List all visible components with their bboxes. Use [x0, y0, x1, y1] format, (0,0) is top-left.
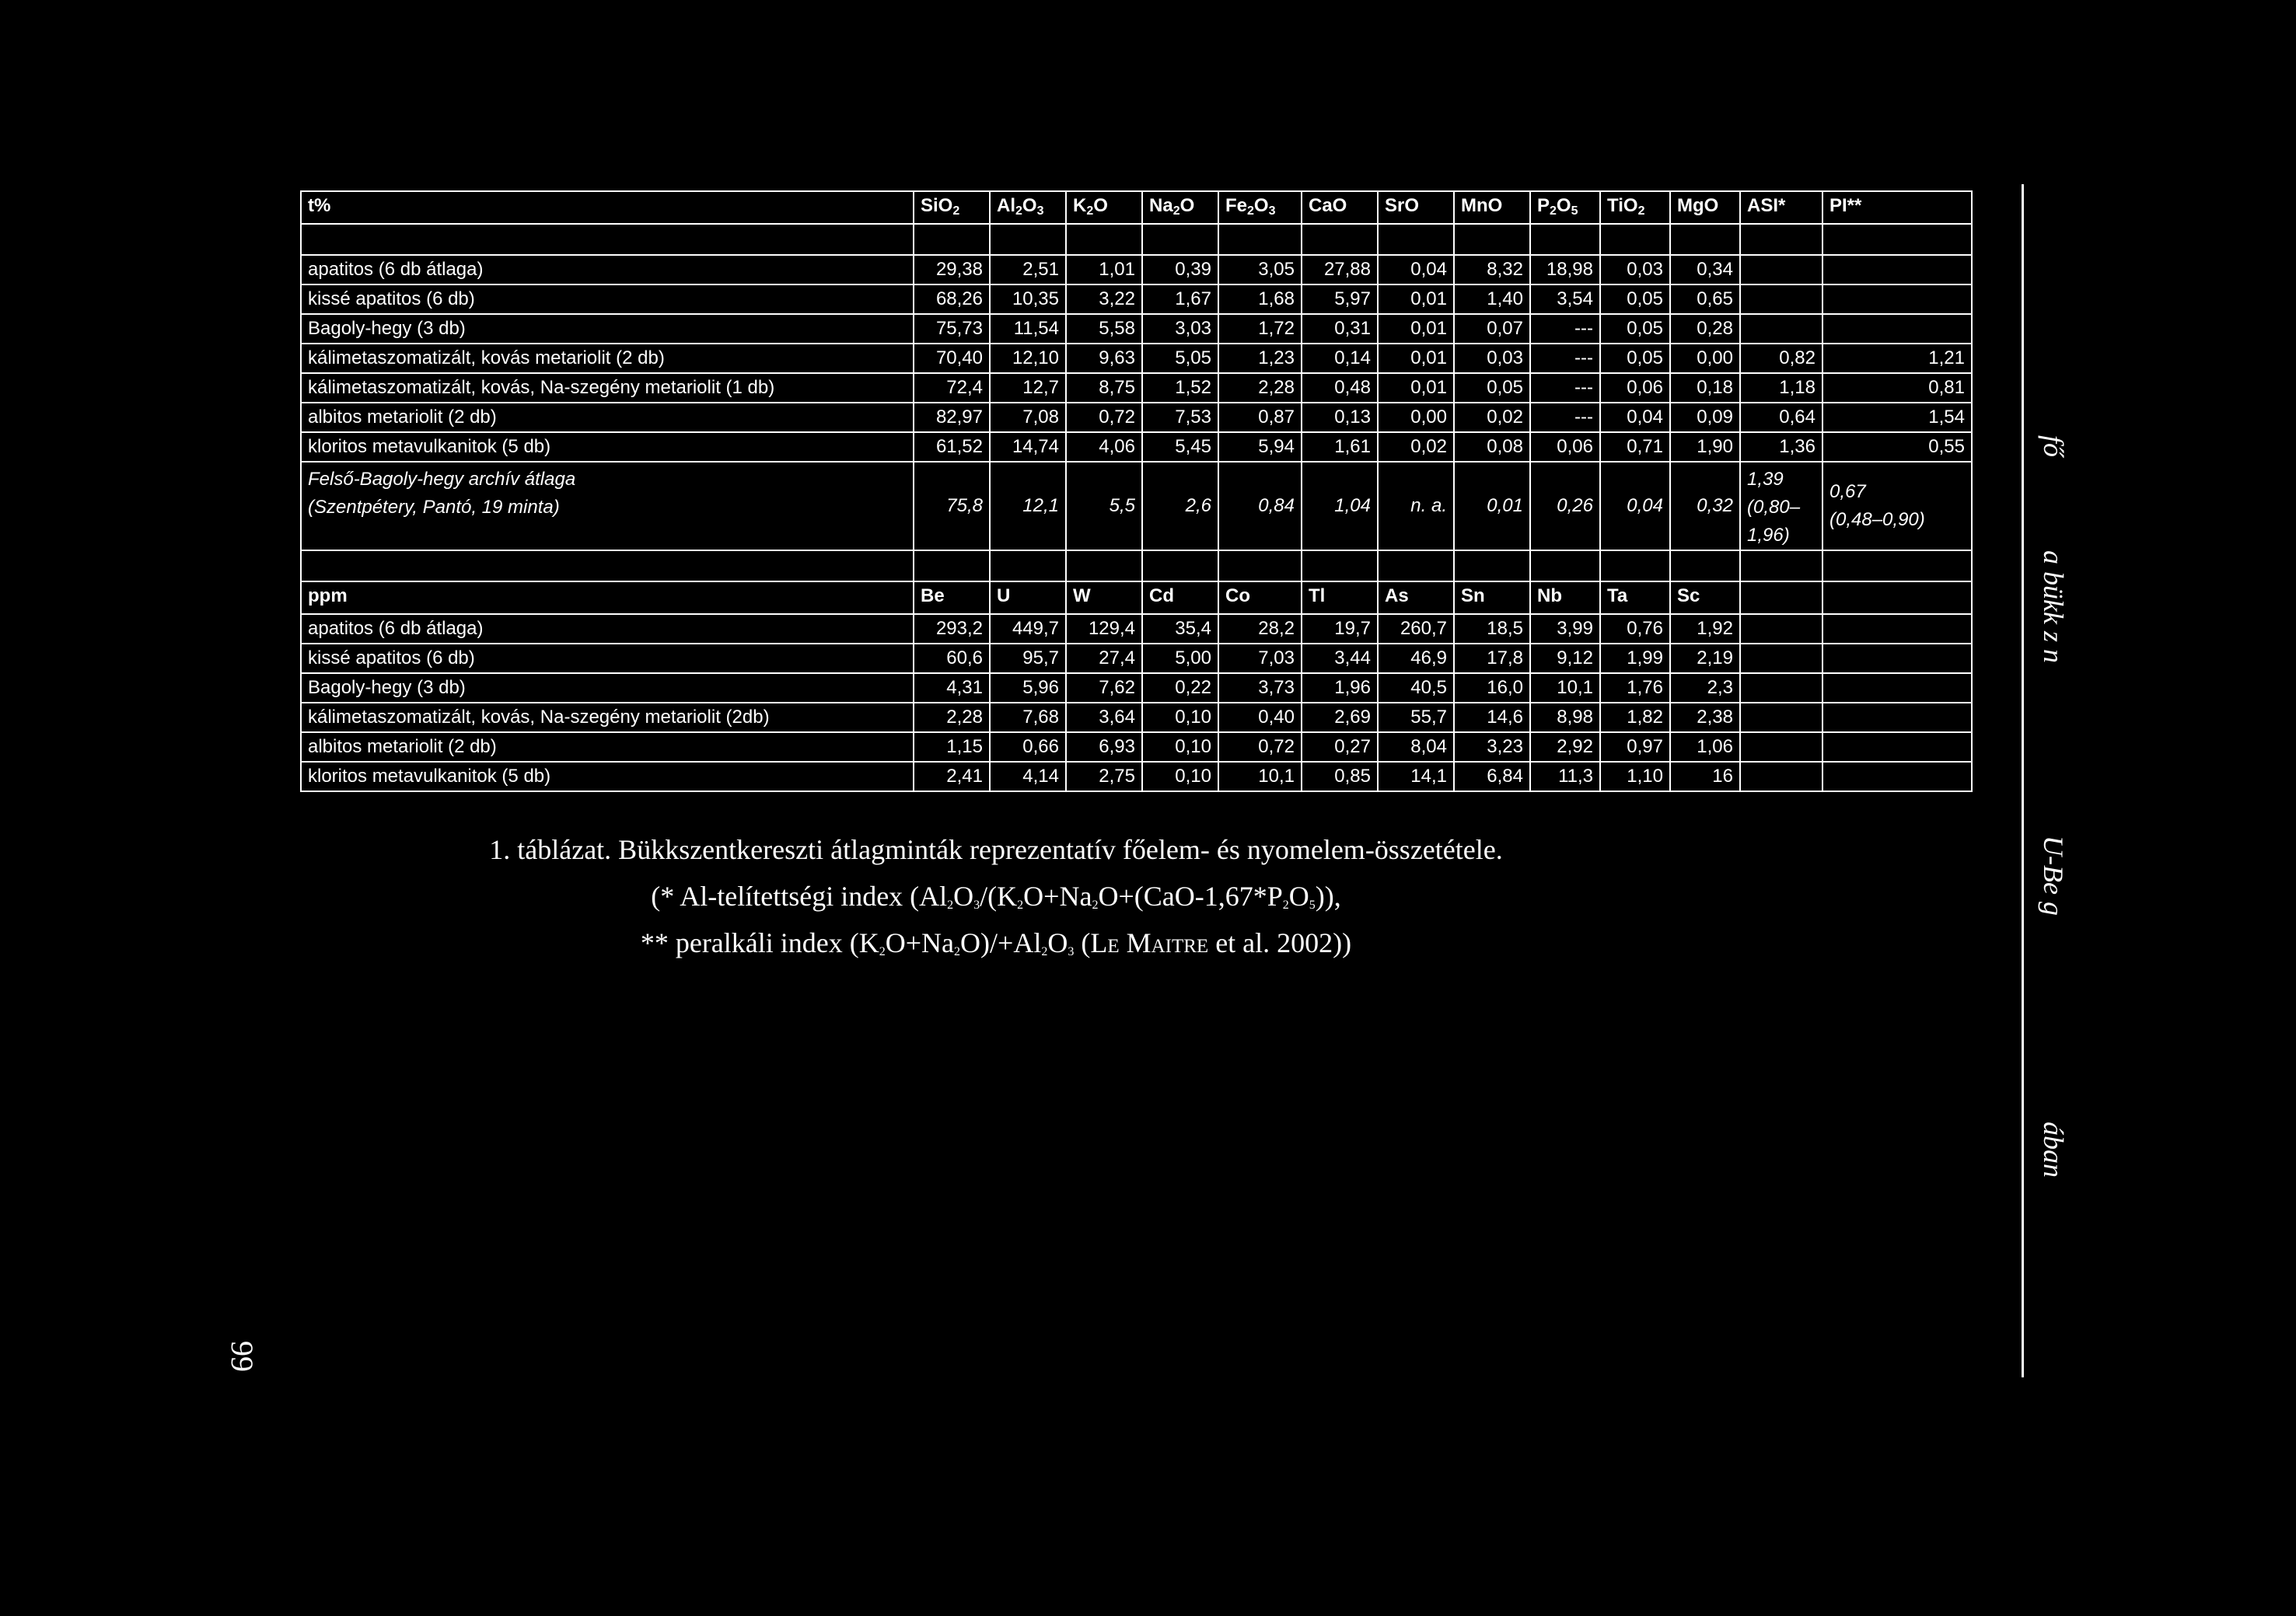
- table-cell: 11,54: [990, 314, 1066, 344]
- table-cell: 3,73: [1218, 673, 1302, 703]
- cited-author: Le Maitre: [1090, 927, 1209, 958]
- row-label: kálimetaszomatizált, kovás, Na-szegény metariolit (1 db): [301, 373, 914, 403]
- table-cell: [1822, 614, 1972, 644]
- table-cell: 1,01: [1066, 255, 1142, 284]
- table-cell: 0,01: [1378, 373, 1454, 403]
- table-cell: [1740, 732, 1822, 762]
- table-cell: 2,6: [1142, 462, 1218, 550]
- table-cell: [1822, 224, 1972, 255]
- table-cell: 0,32: [1670, 462, 1740, 550]
- table-cell: [1822, 550, 1972, 581]
- row-label: kálimetaszomatizált, kovás metariolit (2 db): [301, 344, 914, 373]
- table-cell: 3,03: [1142, 314, 1218, 344]
- table-cell: 5,94: [1218, 432, 1302, 462]
- table-cell: 0,28: [1670, 314, 1740, 344]
- table-cell: 14,1: [1378, 762, 1454, 791]
- table-cell: 293,2: [914, 614, 990, 644]
- table-header-row: [301, 581, 1972, 614]
- table-cell: 17,8: [1454, 644, 1530, 673]
- table-cell: [1822, 644, 1972, 673]
- table-cell: [1218, 550, 1302, 581]
- column-header: W: [1066, 581, 1142, 614]
- table-cell: 7,68: [990, 703, 1066, 732]
- caption-line-3: ** peralkáli index $(K_2O+Na_2O)/+Al_2O_3$ (Le Maitre et al. 2002)): [640, 927, 1352, 958]
- table-cell: 9,63: [1066, 344, 1142, 373]
- table-cell: 4,06: [1066, 432, 1142, 462]
- table-cell: 0,06: [1530, 432, 1600, 462]
- table-cell: 0,00: [1378, 403, 1454, 432]
- archive-row: [301, 462, 1972, 550]
- table-cell: 5,05: [1142, 344, 1218, 373]
- table-cell: 8,75: [1066, 373, 1142, 403]
- table-body: [301, 191, 1972, 791]
- table-cell: 12,10: [990, 344, 1066, 373]
- table-cell: 2,28: [1218, 373, 1302, 403]
- table-header-row: [301, 191, 1972, 224]
- table-cell: 1,92: [1670, 614, 1740, 644]
- table-cell: 27,88: [1302, 255, 1378, 284]
- table-cell: 0,97: [1600, 732, 1670, 762]
- table-cell: 5,45: [1142, 432, 1218, 462]
- table-cell: 0,14: [1302, 344, 1378, 373]
- row-label: kloritos metavulkanitok (5 db): [301, 762, 914, 791]
- column-header: MgO: [1670, 191, 1740, 224]
- table-cell: 0,05: [1454, 373, 1530, 403]
- table-cell: ---: [1530, 373, 1600, 403]
- table-cell: 68,26: [914, 284, 990, 314]
- table-cell: 260,7: [1378, 614, 1454, 644]
- table-cell: 0,48: [1302, 373, 1378, 403]
- table-cell: 3,23: [1454, 732, 1530, 762]
- table-cell: 1,04: [1302, 462, 1378, 550]
- table-cell: 0,27: [1302, 732, 1378, 762]
- table-cell: 6,84: [1454, 762, 1530, 791]
- table-row: [301, 762, 1972, 791]
- table-cell: 1,54: [1822, 403, 1972, 432]
- column-header: t%: [301, 191, 914, 224]
- table-cell: [1740, 673, 1822, 703]
- table-cell: [1378, 224, 1454, 255]
- table-cell: 3,99: [1530, 614, 1600, 644]
- table-cell: 1,68: [1218, 284, 1302, 314]
- table-cell: [1670, 224, 1740, 255]
- table-cell: [1218, 224, 1302, 255]
- table-cell: 0,01: [1378, 314, 1454, 344]
- table-cell: 449,7: [990, 614, 1066, 644]
- table-cell: [1066, 224, 1142, 255]
- table-row: [301, 373, 1972, 403]
- table-cell: 0,13: [1302, 403, 1378, 432]
- table-cell: 0,85: [1302, 762, 1378, 791]
- table-cell: 3,64: [1066, 703, 1142, 732]
- table-row: [301, 403, 1972, 432]
- table-cell: [1066, 550, 1142, 581]
- caption-line-2: (* Al-telítettségi index ($Al_2O_3/(K_2O+Na_2O+(CaO-1,67*P_2O_5))$,: [651, 881, 1341, 912]
- table-cell: n. a.: [1378, 462, 1454, 550]
- table-cell: 0,02: [1454, 403, 1530, 432]
- table-cell: 2,51: [990, 255, 1066, 284]
- asi-range-cell: 1,39 (0,80– 1,96): [1740, 462, 1822, 550]
- table-cell: 1,61: [1302, 432, 1378, 462]
- table-cell: 0,40: [1218, 703, 1302, 732]
- table-cell: 0,72: [1218, 732, 1302, 762]
- table-cell: [1454, 550, 1530, 581]
- table-cell: 0,66: [990, 732, 1066, 762]
- table-cell: [1600, 550, 1670, 581]
- table-cell: 0,03: [1454, 344, 1530, 373]
- table-cell: 61,52: [914, 432, 990, 462]
- table-cell: [1740, 284, 1822, 314]
- table-cell: 0,10: [1142, 703, 1218, 732]
- table-cell: 0,04: [1378, 255, 1454, 284]
- table-cell: 0,10: [1142, 762, 1218, 791]
- spacer-row: [301, 550, 1972, 581]
- table-row: [301, 284, 1972, 314]
- column-header: Nb: [1530, 581, 1600, 614]
- column-header: SrO: [1378, 191, 1454, 224]
- table-cell: 14,74: [990, 432, 1066, 462]
- table-cell: 1,67: [1142, 284, 1218, 314]
- table-cell: 0,81: [1822, 373, 1972, 403]
- table-cell: 16: [1670, 762, 1740, 791]
- table-cell: [1740, 644, 1822, 673]
- table-cell: 2,28: [914, 703, 990, 732]
- table-cell: 18,98: [1530, 255, 1600, 284]
- table-cell: 0,71: [1600, 432, 1670, 462]
- table-cell: [1302, 550, 1378, 581]
- table-cell: 16,0: [1454, 673, 1530, 703]
- table-cell: [1822, 581, 1972, 614]
- table-cell: ---: [1530, 344, 1600, 373]
- table-cell: 0,05: [1600, 284, 1670, 314]
- table-cell: [1822, 762, 1972, 791]
- column-header: Cd: [1142, 581, 1218, 614]
- table-cell: [1740, 762, 1822, 791]
- table-cell: 0,01: [1378, 344, 1454, 373]
- table-cell: 27,4: [1066, 644, 1142, 673]
- table-cell: 0,18: [1670, 373, 1740, 403]
- column-header: ASI*: [1740, 191, 1822, 224]
- table-cell: 5,96: [990, 673, 1066, 703]
- table-cell: 10,1: [1218, 762, 1302, 791]
- table-caption: [300, 826, 1692, 966]
- row-label: Bagoly-hegy (3 db): [301, 673, 914, 703]
- table-cell: 0,06: [1600, 373, 1670, 403]
- table-cell: 2,75: [1066, 762, 1142, 791]
- column-header: $Al_2O_3$: [990, 191, 1066, 224]
- table-cell: 0,82: [1740, 344, 1822, 373]
- table-cell: 0,10: [1142, 732, 1218, 762]
- table-cell: 5,58: [1066, 314, 1142, 344]
- row-label: Felső-Bagoly-hegy archív átlaga (Szentpétery, Pantó, 19 minta): [301, 462, 914, 550]
- table-cell: 0,08: [1454, 432, 1530, 462]
- table-cell: 8,32: [1454, 255, 1530, 284]
- table-cell: [1302, 224, 1378, 255]
- column-header: U: [990, 581, 1066, 614]
- table-cell: 0,09: [1670, 403, 1740, 432]
- table-row: [301, 314, 1972, 344]
- table-cell: 0,04: [1600, 403, 1670, 432]
- row-label: albitos metariolit (2 db): [301, 403, 914, 432]
- table-cell: 75,73: [914, 314, 990, 344]
- table-cell: 3,44: [1302, 644, 1378, 673]
- row-label: kissé apatitos (6 db): [301, 644, 914, 673]
- table-row: [301, 703, 1972, 732]
- table-cell: [1740, 314, 1822, 344]
- table-cell: 1,52: [1142, 373, 1218, 403]
- column-header: $Na_2O$: [1142, 191, 1218, 224]
- table-cell: 7,53: [1142, 403, 1218, 432]
- table-cell: 82,97: [914, 403, 990, 432]
- table-cell: 1,36: [1740, 432, 1822, 462]
- table-cell: 129,4: [1066, 614, 1142, 644]
- row-label: kálimetaszomatizált, kovás, Na-szegény metariolit (2db): [301, 703, 914, 732]
- table-cell: 7,08: [990, 403, 1066, 432]
- table-cell: 8,98: [1530, 703, 1600, 732]
- column-header: Tl: [1302, 581, 1378, 614]
- geochemistry-table: [300, 190, 1973, 792]
- table-cell: [1378, 550, 1454, 581]
- page-number: 99: [225, 1341, 260, 1372]
- table-cell: 0,65: [1670, 284, 1740, 314]
- column-header: CaO: [1302, 191, 1378, 224]
- table-cell: 72,4: [914, 373, 990, 403]
- table-cell: 0,03: [1600, 255, 1670, 284]
- table-cell: 1,96: [1302, 673, 1378, 703]
- table-cell: 1,06: [1670, 732, 1740, 762]
- table-cell: 2,38: [1670, 703, 1740, 732]
- column-header: TiO$_2$: [1600, 191, 1670, 224]
- table-cell: 0,00: [1670, 344, 1740, 373]
- table-cell: 14,6: [1454, 703, 1530, 732]
- table-cell: [1822, 255, 1972, 284]
- column-header: As: [1378, 581, 1454, 614]
- table-cell: 1,15: [914, 732, 990, 762]
- table-cell: 9,12: [1530, 644, 1600, 673]
- table-cell: 35,4: [1142, 614, 1218, 644]
- table-cell: 2,41: [914, 762, 990, 791]
- table-cell: 6,93: [1066, 732, 1142, 762]
- table-cell: [1740, 550, 1822, 581]
- table-cell: 5,00: [1142, 644, 1218, 673]
- table-cell: 3,54: [1530, 284, 1600, 314]
- table-row: [301, 614, 1972, 644]
- table-cell: [1600, 224, 1670, 255]
- table-row: [301, 644, 1972, 673]
- table-cell: [1822, 703, 1972, 732]
- column-header: Sn: [1454, 581, 1530, 614]
- spacer-row: [301, 224, 1972, 255]
- table-row: [301, 432, 1972, 462]
- table-row: [301, 673, 1972, 703]
- table-cell: 0,39: [1142, 255, 1218, 284]
- row-label: kloritos metavulkanitok (5 db): [301, 432, 914, 462]
- column-header: $P_2O_5$: [1530, 191, 1600, 224]
- table-cell: 0,05: [1600, 344, 1670, 373]
- column-header: $Fe_2O_3$: [1218, 191, 1302, 224]
- table-cell: 5,97: [1302, 284, 1378, 314]
- table-cell: 18,5: [1454, 614, 1530, 644]
- row-label: apatitos (6 db átlaga): [301, 255, 914, 284]
- table-cell: 2,92: [1530, 732, 1600, 762]
- row-label: apatitos (6 db átlaga): [301, 614, 914, 644]
- column-header: ppm: [301, 581, 914, 614]
- table-cell: [1740, 581, 1822, 614]
- table-cell: [301, 224, 914, 255]
- table-cell: 95,7: [990, 644, 1066, 673]
- table-cell: 1,10: [1600, 762, 1670, 791]
- table-cell: 0,26: [1530, 462, 1600, 550]
- table-cell: 0,04: [1600, 462, 1670, 550]
- table-cell: 0,76: [1600, 614, 1670, 644]
- table-cell: [1740, 255, 1822, 284]
- table-cell: 11,3: [1530, 762, 1600, 791]
- table-cell: 3,22: [1066, 284, 1142, 314]
- table-cell: 0,84: [1218, 462, 1302, 550]
- table-cell: [301, 550, 914, 581]
- table-row: [301, 732, 1972, 762]
- table-cell: [1670, 550, 1740, 581]
- table-cell: [1822, 314, 1972, 344]
- table-cell: 0,05: [1600, 314, 1670, 344]
- row-label: Bagoly-hegy (3 db): [301, 314, 914, 344]
- table-cell: 0,64: [1740, 403, 1822, 432]
- table-cell: 1,40: [1454, 284, 1530, 314]
- table-cell: 0,07: [1454, 314, 1530, 344]
- table-cell: 1,21: [1822, 344, 1972, 373]
- table-cell: [1740, 614, 1822, 644]
- column-header: Ta: [1600, 581, 1670, 614]
- table-cell: 4,14: [990, 762, 1066, 791]
- table-cell: 7,03: [1218, 644, 1302, 673]
- table-cell: 70,40: [914, 344, 990, 373]
- column-header: MnO: [1454, 191, 1530, 224]
- table-cell: 1,18: [1740, 373, 1822, 403]
- table-cell: 10,1: [1530, 673, 1600, 703]
- table-cell: 12,1: [990, 462, 1066, 550]
- running-head-fragment: U-Be g: [2038, 836, 2069, 916]
- table-cell: 55,7: [1378, 703, 1454, 732]
- table-cell: 1,23: [1218, 344, 1302, 373]
- table-cell: 0,34: [1670, 255, 1740, 284]
- table-cell: 0,87: [1218, 403, 1302, 432]
- table-cell: [914, 550, 990, 581]
- table-row: [301, 344, 1972, 373]
- column-header: Sc: [1670, 581, 1740, 614]
- row-label: albitos metariolit (2 db): [301, 732, 914, 762]
- table-cell: 0,02: [1378, 432, 1454, 462]
- table-cell: [1740, 703, 1822, 732]
- table-row: [301, 255, 1972, 284]
- running-head-fragment: ában: [2038, 1122, 2069, 1178]
- table-cell: 2,3: [1670, 673, 1740, 703]
- table-cell: 1,90: [1670, 432, 1740, 462]
- table-cell: 5,5: [1066, 462, 1142, 550]
- table-cell: 0,72: [1066, 403, 1142, 432]
- table-cell: [990, 224, 1066, 255]
- table-cell: 3,05: [1218, 255, 1302, 284]
- caption-line-1: 1. táblázat. Bükkszentkereszti átlagminták reprezentatív főelem- és nyomelem-összetétele.: [489, 834, 1503, 865]
- table-cell: [1822, 673, 1972, 703]
- running-head-fragment: fő: [2038, 435, 2069, 458]
- column-header: PI**: [1822, 191, 1972, 224]
- table-cell: 4,31: [914, 673, 990, 703]
- table-cell: 40,5: [1378, 673, 1454, 703]
- table-cell: ---: [1530, 314, 1600, 344]
- table-cell: [1822, 284, 1972, 314]
- table-cell: 2,19: [1670, 644, 1740, 673]
- table-cell: [1740, 224, 1822, 255]
- table-cell: 12,7: [990, 373, 1066, 403]
- table-cell: 0,22: [1142, 673, 1218, 703]
- table-cell: [1142, 224, 1218, 255]
- table-cell: 8,04: [1378, 732, 1454, 762]
- table-cell: 28,2: [1218, 614, 1302, 644]
- table-cell: 0,55: [1822, 432, 1972, 462]
- table-cell: 0,01: [1454, 462, 1530, 550]
- table-cell: 0,01: [1378, 284, 1454, 314]
- table-cell: [1530, 550, 1600, 581]
- table-cell: [914, 224, 990, 255]
- running-head-fragment: a bükk z n: [2038, 550, 2069, 663]
- table-cell: 46,9: [1378, 644, 1454, 673]
- table-cell: 19,7: [1302, 614, 1378, 644]
- margin-rule: [2022, 184, 2024, 1377]
- table-cell: ---: [1530, 403, 1600, 432]
- table-cell: 1,99: [1600, 644, 1670, 673]
- table-cell: [990, 550, 1066, 581]
- table-cell: [1530, 224, 1600, 255]
- table-cell: 7,62: [1066, 673, 1142, 703]
- table-cell: 10,35: [990, 284, 1066, 314]
- table-cell: 0,31: [1302, 314, 1378, 344]
- table-cell: 60,6: [914, 644, 990, 673]
- column-header: Be: [914, 581, 990, 614]
- table-cell: 1,76: [1600, 673, 1670, 703]
- table-cell: 1,72: [1218, 314, 1302, 344]
- table-cell: 75,8: [914, 462, 990, 550]
- pi-range-cell: 0,67 (0,48–0,90): [1822, 462, 1972, 550]
- column-header: SiO$_2$: [914, 191, 990, 224]
- table-cell: [1454, 224, 1530, 255]
- column-header: Co: [1218, 581, 1302, 614]
- row-label: kissé apatitos (6 db): [301, 284, 914, 314]
- column-header: $K_2O$: [1066, 191, 1142, 224]
- table-cell: 2,69: [1302, 703, 1378, 732]
- table-cell: 1,82: [1600, 703, 1670, 732]
- table-cell: [1142, 550, 1218, 581]
- table-cell: 29,38: [914, 255, 990, 284]
- table-cell: [1822, 732, 1972, 762]
